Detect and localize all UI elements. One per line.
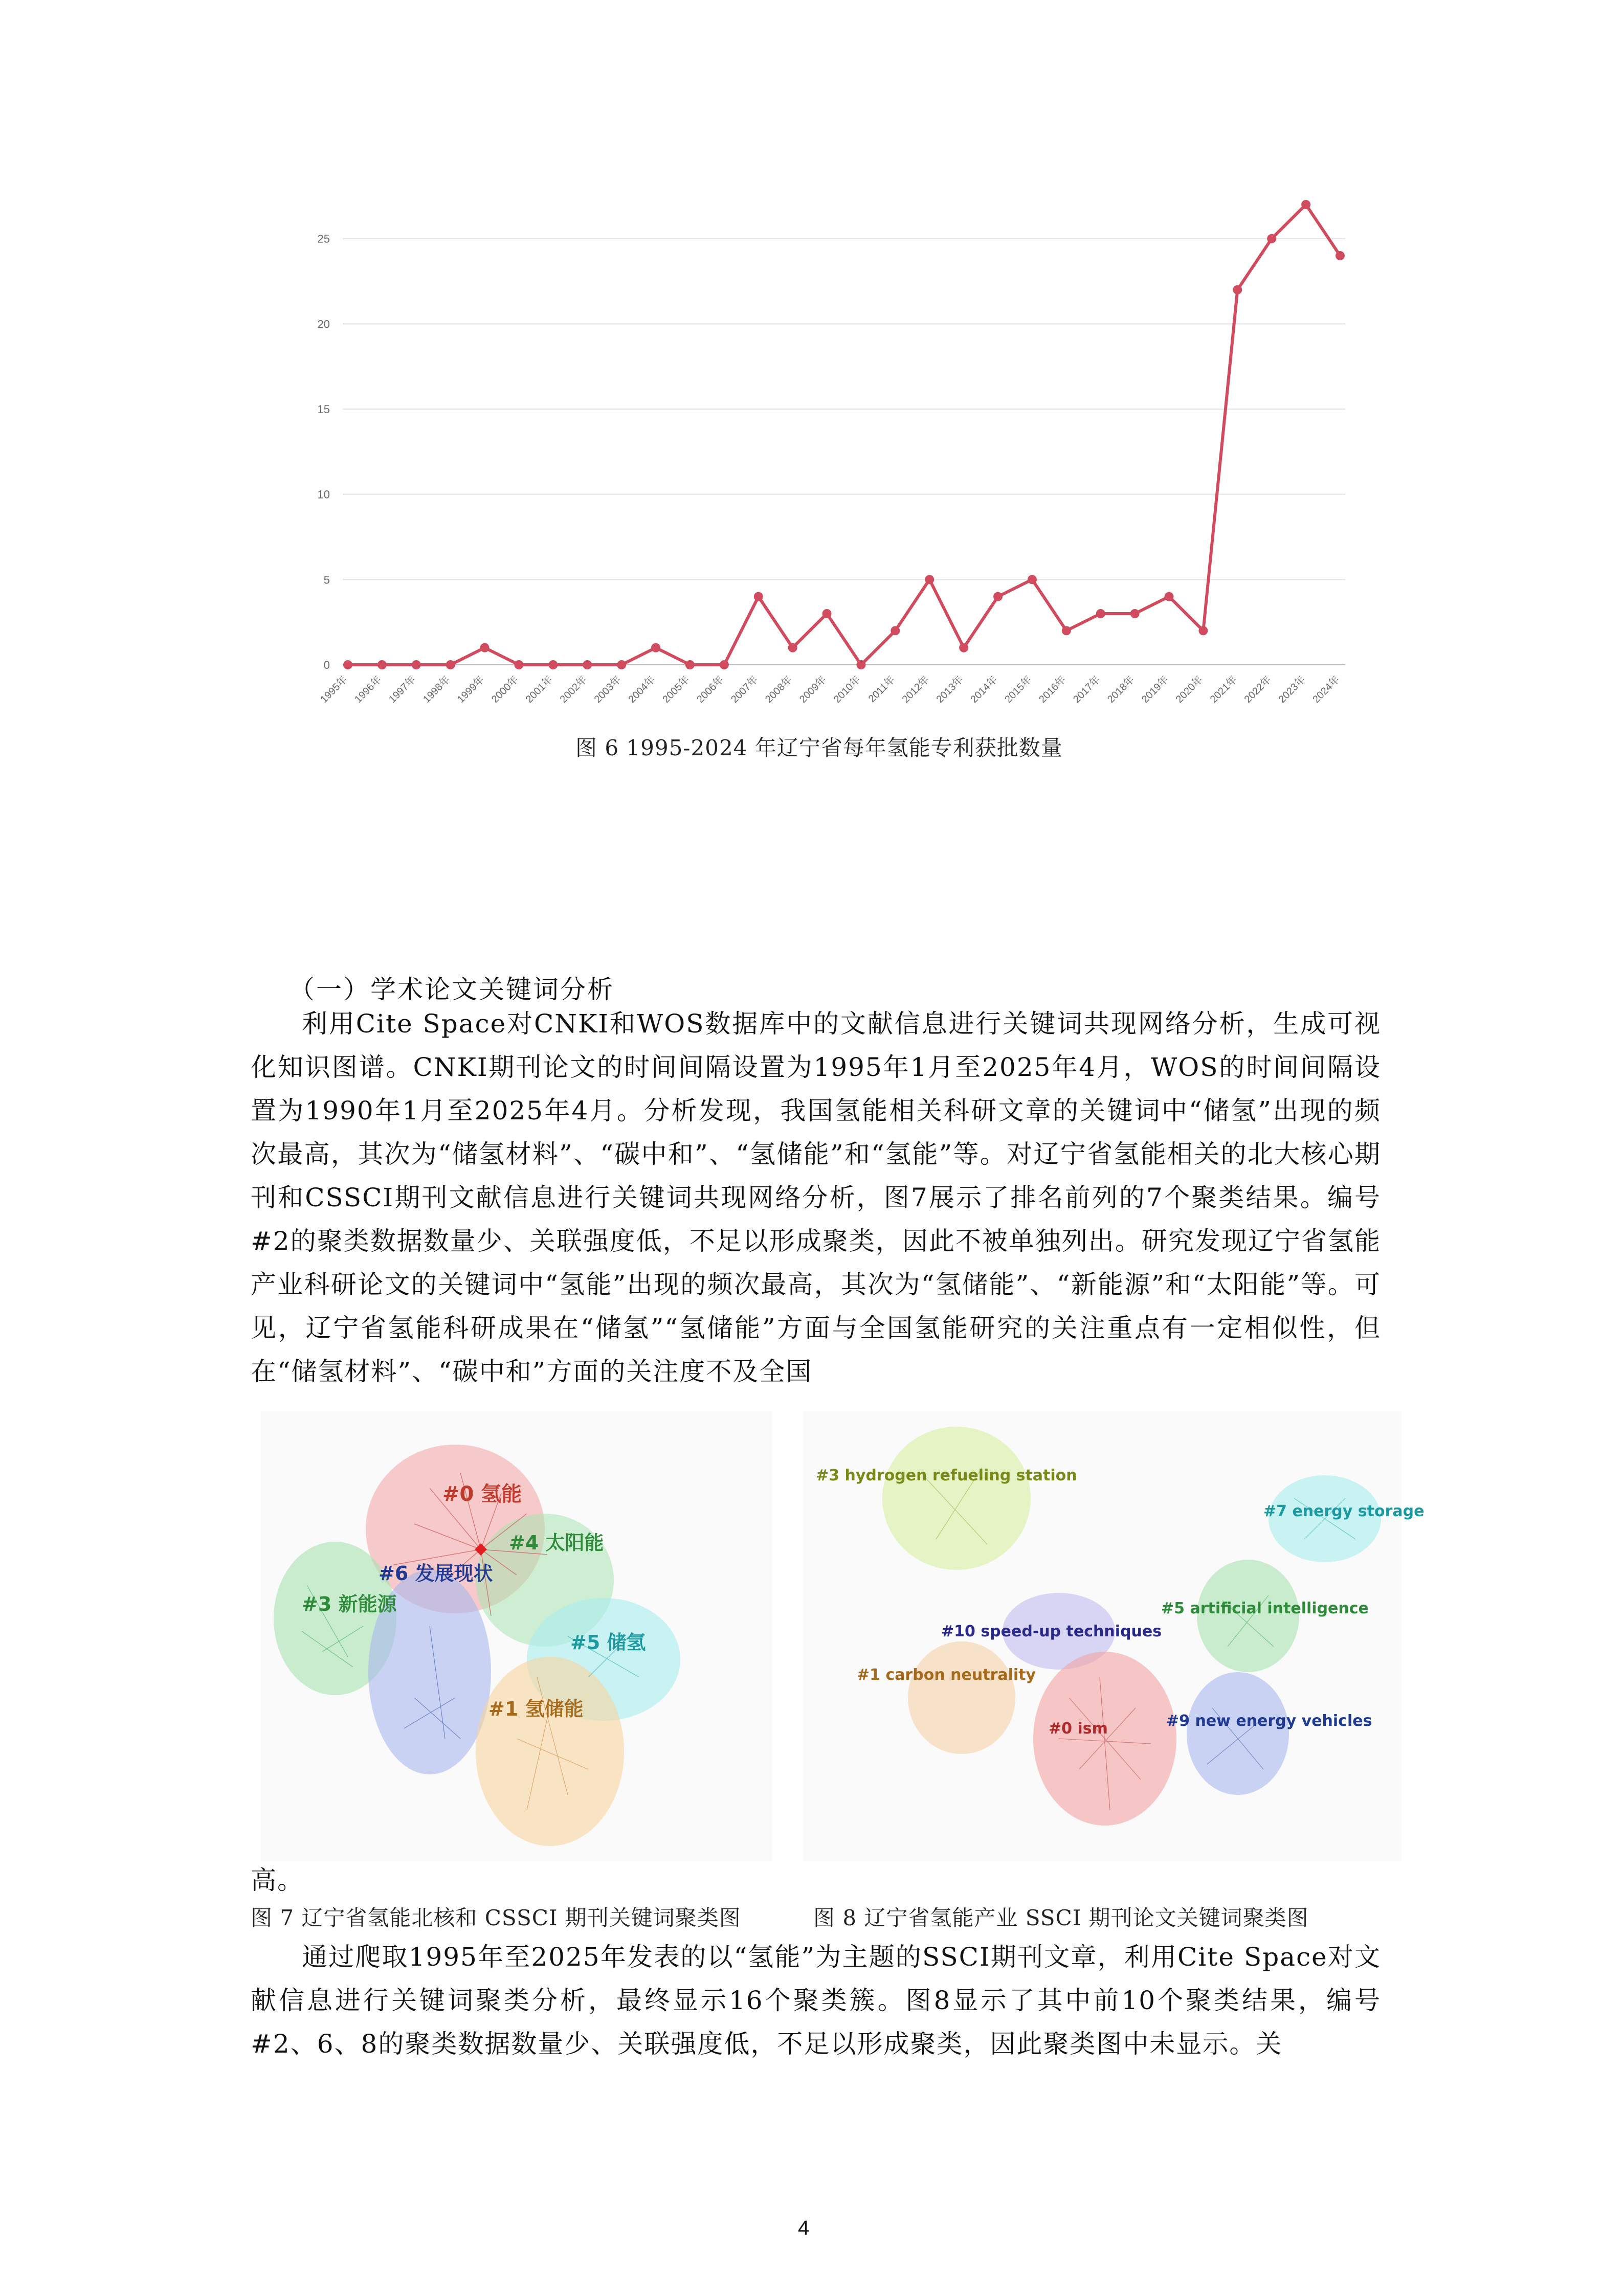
paragraph-1: 利用Cite Space对CNKI和WOS数据库中的文献信息进行关键词共现网络分析，生成可视化知识图谱。CNKI期刊论文的时间间隔设置为1995年1月至2025年4月，WOS的时间间隔设置为1990年1月至2025年4月。分析发现，我国氢能相关科研文章的关键词中“储氢”出现的频次最高，其次为“储氢材料”、“碳中和”、“氢储能”和“氢能”等。对辽宁省氢能相关的北大核心期刊和CSSCI期刊文献信息进行关键词共现网络分析，图7展示了排名前列的7个聚类结果。编号#2的聚类数据数量少、关联强度低，不足以形成聚类，因此不被单独列出。研究发现辽宁省氢能产业科研论文的关键词中“氢能”出现的频次最高，其次为“氢储能”、“新能源”和“太阳能”等。可见，辽宁省氢能科研成果在“储氢”“氢储能”方面与全国氢能研究的关注重点有一定相似性，但在“储氢材料”、“碳中和”方面的关注度不及全国 <box>251 1009 1381 1386</box>
cluster-blob-9 <box>1187 1672 1289 1795</box>
y-tick-label: 0 <box>323 659 330 671</box>
data-point <box>959 643 968 652</box>
x-tick-label: 2007年 <box>729 673 761 706</box>
x-tick-label: 2015年 <box>1003 673 1034 706</box>
x-tick-label: 2024年 <box>1310 673 1342 706</box>
x-tick-label: 2011年 <box>866 673 897 705</box>
fig7-cluster-label-6: #6 发展现状 <box>379 1562 493 1585</box>
patent-line-chart <box>286 194 1391 731</box>
y-tick-label: 20 <box>317 318 330 331</box>
data-point <box>1301 200 1310 209</box>
data-point <box>822 609 832 618</box>
x-tick-label: 2022年 <box>1242 673 1274 706</box>
x-tick-label: 2019年 <box>1139 673 1171 706</box>
data-point <box>1130 609 1140 618</box>
data-point <box>685 660 695 669</box>
page-number: 4 <box>798 2217 810 2239</box>
data-point <box>446 660 455 669</box>
x-tick-label: 2013年 <box>934 673 966 706</box>
x-tick-label: 2016年 <box>1037 673 1069 706</box>
x-tick-label: 2023年 <box>1276 673 1308 706</box>
fig6-caption: 图 6 1995-2024 年辽宁省每年氢能专利获批数量 <box>575 735 1063 760</box>
cluster-blob-1 <box>908 1641 1015 1754</box>
x-tick-label: 2006年 <box>695 673 726 706</box>
data-point <box>1165 592 1174 601</box>
y-tick-label: 25 <box>317 232 330 245</box>
fig8-cluster-label-5: #5 artificial intelligence <box>1161 1600 1369 1617</box>
data-point <box>788 643 797 652</box>
x-tick-label: 2002年 <box>558 673 589 706</box>
y-tick-label: 10 <box>317 488 330 501</box>
data-point <box>412 660 421 669</box>
fig7-cluster-label-0: #0 氢能 <box>442 1482 522 1506</box>
fig8-cluster-map <box>803 1411 1425 1861</box>
fig8-svg <box>803 1411 1425 1861</box>
data-point <box>343 660 352 669</box>
x-tick-label: 2012年 <box>900 673 931 706</box>
x-tick-label: 2009年 <box>797 673 829 706</box>
data-point <box>583 660 592 669</box>
paragraph-1-tail: 高。 <box>251 1865 304 1895</box>
data-point <box>377 660 387 669</box>
line-chart-svg <box>286 194 1391 731</box>
fig7-cluster-label-3: #3 新能源 <box>302 1593 397 1615</box>
data-point <box>548 660 558 669</box>
x-tick-label: 2010年 <box>831 673 863 706</box>
fig7-svg <box>261 1411 772 1861</box>
fig7-cluster-label-4: #4 太阳能 <box>509 1532 604 1554</box>
fig8-cluster-label-10: #10 speed-up techniques <box>941 1623 1162 1640</box>
data-point <box>891 626 900 635</box>
data-point <box>617 660 626 669</box>
y-tick-label: 15 <box>317 403 330 416</box>
x-tick-label: 2008年 <box>763 673 795 706</box>
data-point <box>720 660 729 669</box>
section-heading: （一）学术论文关键词分析 <box>289 975 614 1004</box>
cluster-blob-3 <box>882 1427 1031 1570</box>
data-point <box>1198 626 1208 635</box>
fig7-cluster-label-5: #5 储氢 <box>570 1631 646 1654</box>
data-point <box>1028 575 1037 584</box>
x-tick-label: 1996年 <box>352 673 384 706</box>
data-point <box>480 643 490 652</box>
x-tick-label: 2014年 <box>968 673 1000 706</box>
x-tick-label: 2020年 <box>1173 673 1205 706</box>
x-tick-label: 2021年 <box>1208 673 1239 706</box>
x-tick-label: 2018年 <box>1105 673 1137 706</box>
series-line <box>348 205 1340 665</box>
data-point <box>651 643 660 652</box>
fig8-caption: 图 8 辽宁省氢能产业 SSCI 期刊论文关键词聚类图 <box>813 1905 1309 1930</box>
fig8-cluster-label-1: #1 carbon neutrality <box>857 1666 1036 1684</box>
x-tick-label: 1999年 <box>455 673 487 706</box>
paragraph-2: 通过爬取1995年至2025年发表的以“氢能”为主题的SSCI期刊文章，利用Cite Space对文献信息进行关键词聚类分析，最终显示16个聚类簇。图8显示了其中前10个聚类结果，编号#2、6、8的聚类数据数量少、关联强度低，不足以形成聚类，因此聚类图中未显示。关 <box>251 1942 1381 2059</box>
data-point <box>514 660 523 669</box>
cluster-blob-1 <box>476 1657 624 1846</box>
fig8-cluster-label-0: #0 ism <box>1049 1720 1108 1738</box>
x-tick-label: 1995年 <box>318 673 350 706</box>
data-point <box>1062 626 1071 635</box>
x-tick-label: 2003年 <box>592 673 624 706</box>
data-point <box>993 592 1003 601</box>
x-tick-label: 2004年 <box>626 673 658 706</box>
fig7-cluster-map <box>261 1411 772 1861</box>
x-tick-label: 2005年 <box>660 673 692 706</box>
data-point <box>856 660 865 669</box>
data-point <box>754 592 763 601</box>
data-point <box>1267 234 1276 243</box>
fig8-cluster-label-9: #9 new energy vehicles <box>1166 1712 1372 1730</box>
x-tick-label: 2017年 <box>1071 673 1103 706</box>
x-tick-label: 2000年 <box>489 673 521 706</box>
data-point <box>1233 285 1242 295</box>
y-tick-label: 5 <box>323 573 330 587</box>
data-point <box>925 575 934 584</box>
fig7-caption: 图 7 辽宁省氢能北核和 CSSCI 期刊关键词聚类图 <box>251 1905 741 1930</box>
x-tick-label: 1998年 <box>421 673 453 706</box>
fig7-cluster-label-1: #1 氢储能 <box>488 1698 584 1720</box>
data-point <box>1096 609 1105 618</box>
fig8-cluster-label-7: #7 energy storage <box>1263 1502 1425 1520</box>
fig8-cluster-label-3: #3 hydrogen refueling station <box>816 1467 1077 1484</box>
data-point <box>1336 251 1345 260</box>
x-tick-label: 2001年 <box>523 673 555 706</box>
x-tick-label: 1997年 <box>387 673 418 706</box>
